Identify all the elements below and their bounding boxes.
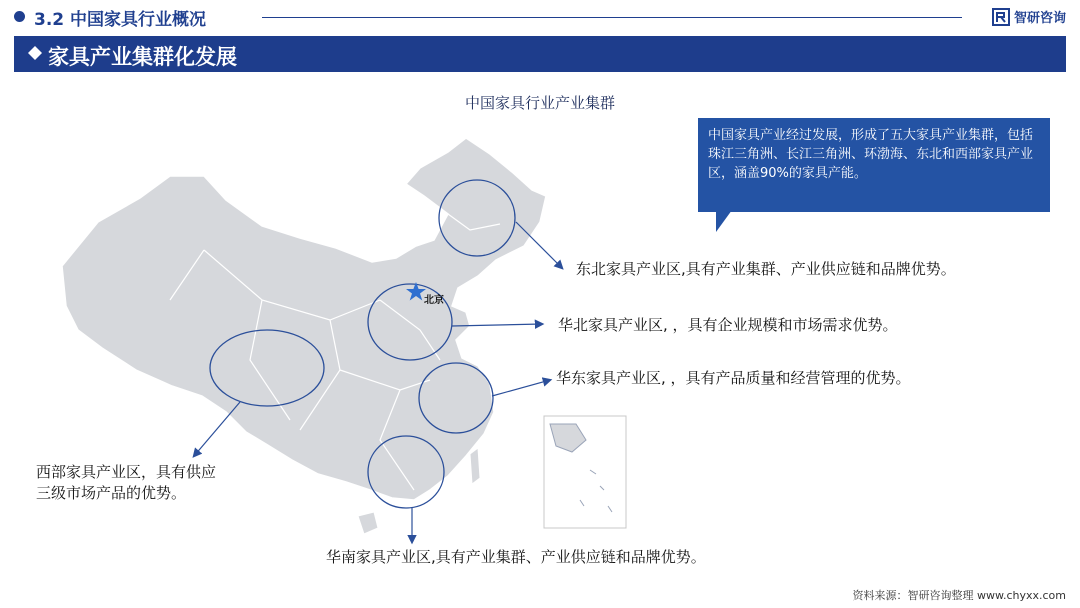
china-mainland-shape xyxy=(62,138,546,500)
hainan-island xyxy=(358,512,378,534)
section-title: 3.2 中国家具行业概况 xyxy=(34,10,207,30)
north-zone-label: 华北家具产业区, ，具有企业规模和市场需求优势。 xyxy=(558,316,898,334)
summary-callout: 中国家具产业经过发展，形成了五大家具产业集群，包括珠江三角洲、长江三角洲、环渤海、东北和西部家具产业区，涵盖90%的家具产能。 xyxy=(698,118,1050,212)
banner-title: 家具产业集群化发展 xyxy=(48,45,237,69)
west-connector xyxy=(194,402,240,456)
source-note: 资料来源：智研咨询整理 www.chyxx.com xyxy=(852,589,1066,602)
south-zone-label: 华南家具产业区,具有产业集群、产业供应链和品牌优势。 xyxy=(326,548,706,566)
logo-text: 智研咨询 xyxy=(1013,11,1066,26)
capital-label: 北京 xyxy=(424,295,444,306)
west-zone-label: 西部家具产业区，具有供应三级市场产品的优势。 xyxy=(36,463,217,502)
callout-tail xyxy=(716,210,732,232)
east-zone-label: 华东家具产业区, ，具有产品质量和经营管理的优势。 xyxy=(556,369,911,387)
east-connector xyxy=(492,380,550,396)
taiwan-island xyxy=(470,448,480,484)
northeast-zone-label: 东北家具产业区,具有产业集群、产业供应链和品牌优势。 xyxy=(576,260,956,278)
diagram-title: 中国家具行业产业集群 xyxy=(464,94,615,112)
